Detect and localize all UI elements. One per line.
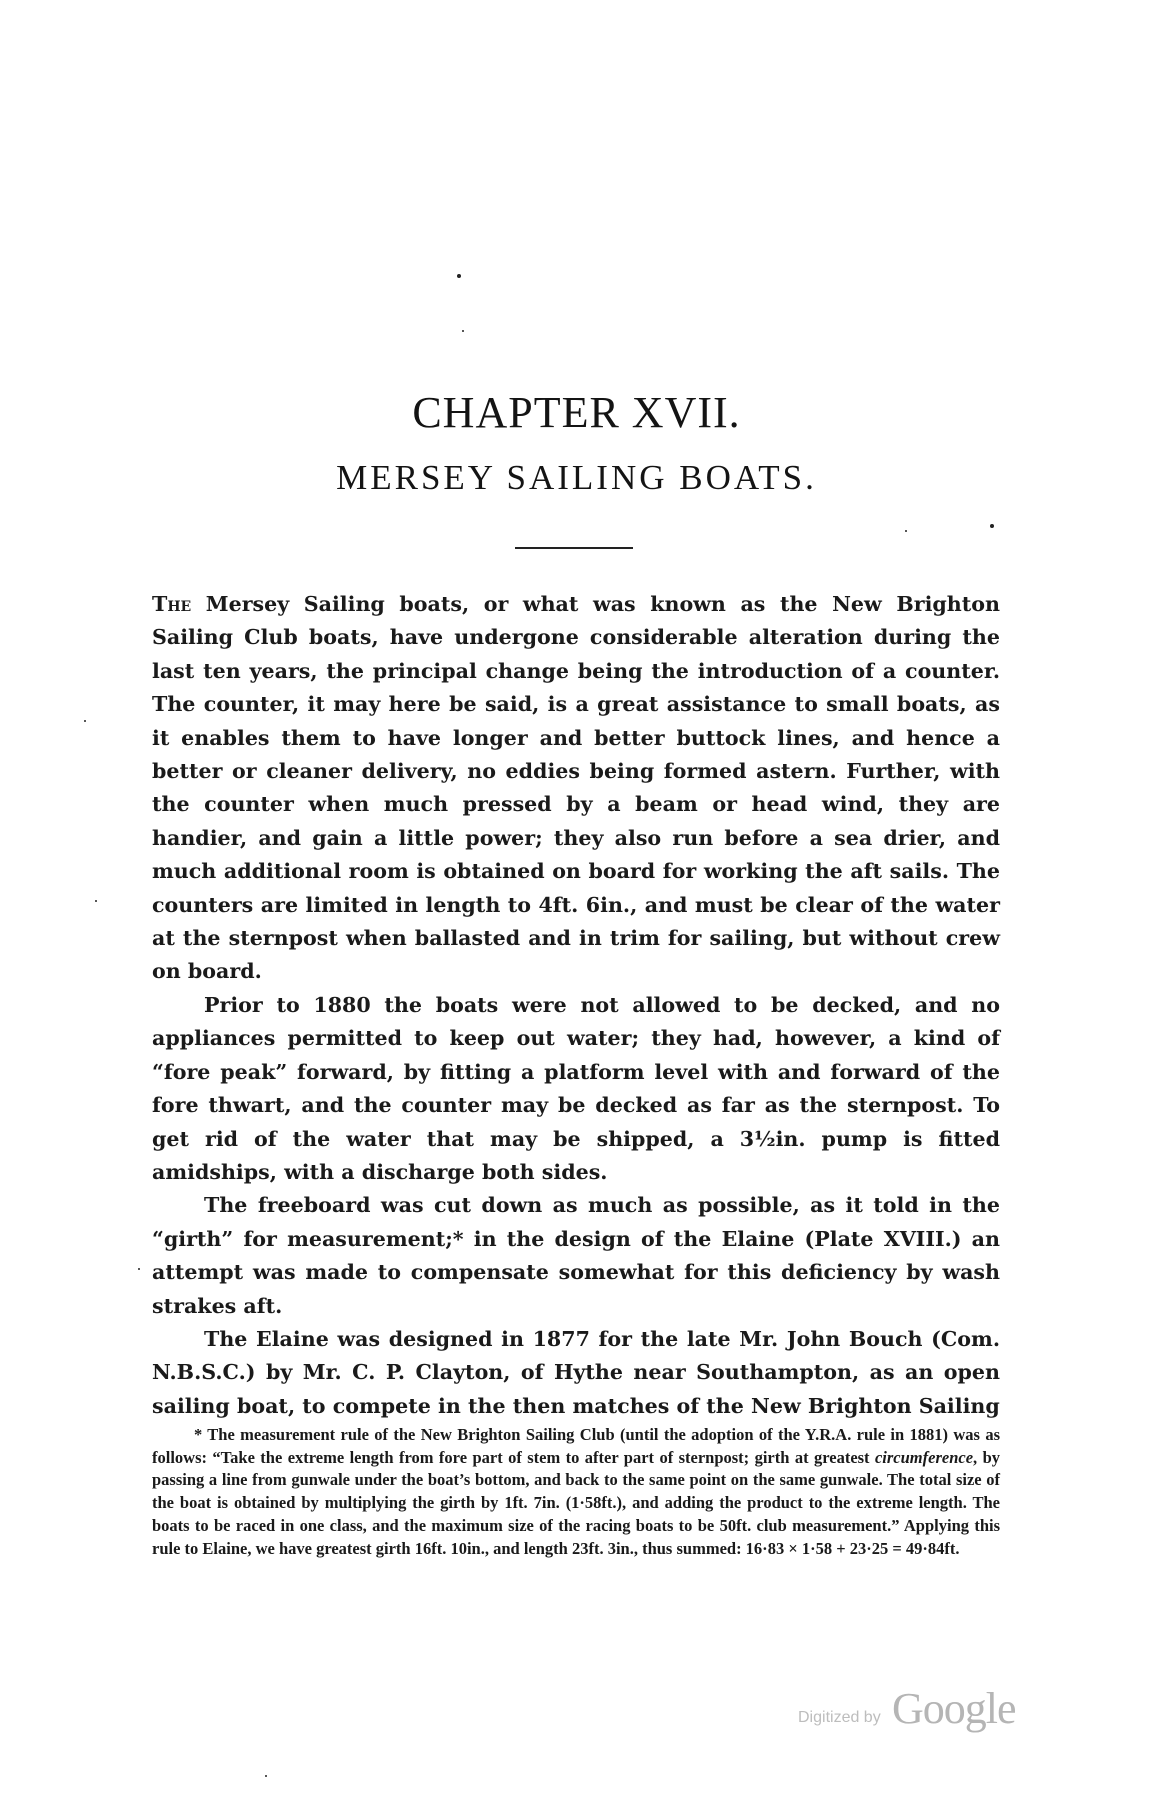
scan-speck <box>84 720 86 722</box>
paragraph <box>152 588 1000 989</box>
scan-speck <box>457 274 461 278</box>
footnote <box>152 1424 1000 1560</box>
chapter-heading: CHAPTER XVII. <box>412 388 741 437</box>
body-text <box>152 588 1000 1423</box>
scan-speck <box>462 330 464 332</box>
digitization-watermark <box>798 1683 1038 1733</box>
watermark-logo: Google <box>892 1684 1016 1733</box>
watermark-prefix: Digitized by <box>798 1709 881 1726</box>
paragraph: The freeboard was cut down as much as possible, as it told in the “girth” for measurement;* in the design of the Elaine (Plate XVIII.) an attempt was made to compensate somewhat for this deficiency by wash strakes aft. <box>152 1193 1000 1318</box>
footnote-emphasis: circumference <box>874 1447 974 1467</box>
paragraph-lead-word: The <box>152 592 192 616</box>
section-divider <box>515 547 633 549</box>
footnote-text: , by passing a line from gunwale under the boat’s bottom, and back to the same point on the same gunwale. The total size of the boat is obtained by multiplying the girth by 1ft. 7in. (1·58ft.), and adding the product to the extreme length. The boats to be raced in one class, and the maximum size of the racing boats to be 50ft. club measurement.” Applying this rule to Elaine, we have greatest girth 16ft. 10in., and length 23ft. 3in., thus summed: 16·83 × 1·58 + 23·25 = 49·84ft. <box>152 1447 1000 1558</box>
paragraph: Prior to 1880 the boats were not allowed to be decked, and no appliances permitted to keep out water; they had, however, a kind of “fore peak” forward, by fitting a platform level with and forward of the fore thwart, and the counter may be decked as far as the sternpost. To get rid of the water that may be shipped, a 3½in. pump is fitted amidships, with a discharge both sides. <box>152 992 1000 1184</box>
scan-speck <box>138 1268 140 1270</box>
footnote-text: * The measurement rule of the New Brighton Sailing Club (until the adoption of the Y.R.A. rule in 1881) was as follows: “Take the extreme length from fore part of stem to after part of sternpost; girth at greatest <box>152 1425 1000 1467</box>
scan-speck <box>95 900 97 902</box>
paragraph: The Elaine was designed in 1877 for the late Mr. John Bouch (Com. N.B.S.C.) by Mr. C. P. Clayton, of Hythe near Southampton, as an open sailing boat, to compete in the then matches of the New Brighton Sailing <box>152 1326 1000 1418</box>
scan-speck <box>905 530 907 532</box>
paragraph-text: Mersey Sailing boats, or what was known as the New Brighton Sailing Club boats, have undergone considerable alteration during the last ten years, the principal change being the introduction of a counter. The counter, it may here be said, is a great assistance to small boats, as it enables them to have longer and better buttock lines, and hence a better or cleaner delivery, no eddies being formed astern. Further, with the counter when much pressed by a beam or head wind, they are handier, and gain a little power; they also run before a sea drier, and much additional room is obtained on board for working the aft sails. The counters are limited in length to 4ft. 6in., and must be clear of the water at the sternpost when ballasted and in trim for sailing, but without crew on board. <box>152 592 1000 984</box>
scan-speck <box>990 524 994 528</box>
chapter-title: MERSEY SAILING BOATS. <box>336 458 817 497</box>
scan-speck <box>265 1775 267 1777</box>
